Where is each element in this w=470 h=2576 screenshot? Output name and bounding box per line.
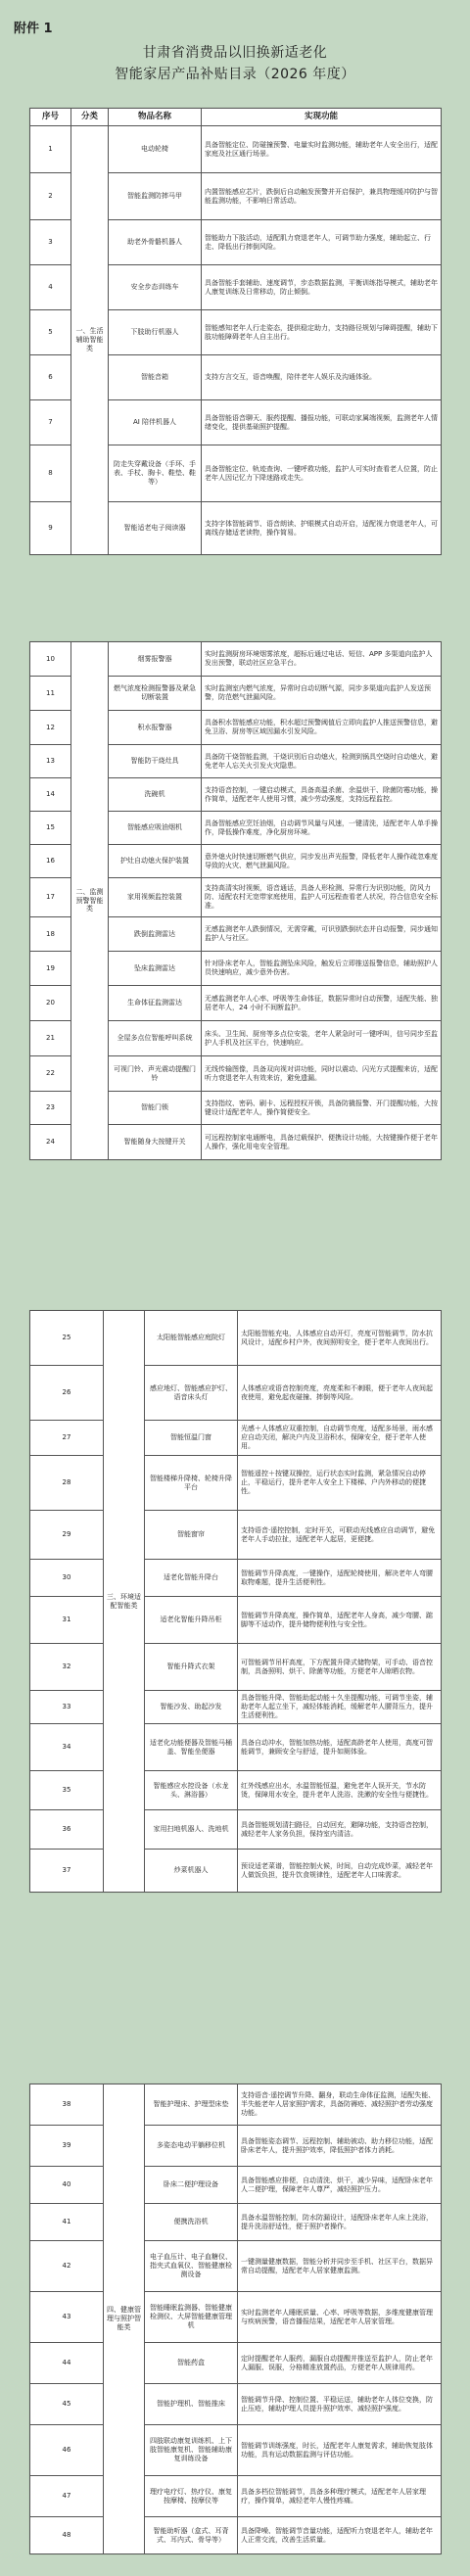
row-number: 23 <box>30 1092 71 1125</box>
item-function: 实时监测厨房环境烟雾浓度，超标后通过电话、短信、APP 多渠道向监护人发出预警，联动社区应急平台。 <box>202 642 442 677</box>
catalog-page-4 <box>29 2084 441 2554</box>
table-row <box>30 2204 442 2241</box>
row-number: 21 <box>30 1021 71 1056</box>
header-item-name: 物品名称 <box>109 109 202 126</box>
table-row <box>30 1421 442 1456</box>
row-number: 14 <box>30 778 71 812</box>
item-function: 智能助力下肢活动，适配肌力衰退老年人，可调节助力强度，辅助起立、行走、降低出行摔倒风险。 <box>202 220 442 265</box>
row-number: 16 <box>30 845 71 878</box>
item-function: 一键测量健康数据，智能分析并同步至手机、社区平台，数据异常自动提醒，适配老年人居家健康监测。 <box>238 2241 442 2292</box>
table-row <box>30 1771 442 1810</box>
item-function: 智能调节升降高度，一键操作，适配轮椅使用，解决老年人弯腰取物难题，提升生活便利性。 <box>238 1560 442 1597</box>
row-number: 32 <box>30 1644 104 1691</box>
table-row <box>30 1724 442 1771</box>
item-function: 太阳能智能充电，人体感应自动开灯，亮度可智能调节，防水抗风设计，适配乡村户外，夜间照明安全，便于老年人夜间出行。 <box>238 1311 442 1366</box>
row-number: 19 <box>30 952 71 986</box>
item-name: 电子血压计、电子血糖仪、指夹式血氧仪、智能健康检测设备 <box>145 2241 238 2292</box>
table-row <box>30 2292 442 2343</box>
item-function: 具备智能感应排便，自动清洗、烘干，减少异味，适配卧床老年人二便护理，保障老年人尊严，减轻照护压力。 <box>238 2167 442 2204</box>
item-function: 床头、卫生间、厨房等多点位安装，老年人紧急时可一键呼叫，信号同步至监护人手机及社区平台，快速响应。 <box>202 1021 442 1056</box>
item-name: 适老化智能升降吊柜 <box>145 1597 238 1644</box>
item-name: 智能防干烧灶具 <box>109 745 202 778</box>
table-row <box>30 1311 442 1366</box>
catalog-table <box>29 641 442 1160</box>
item-function: 实时监测老年人睡眠质量、心率、呼吸等数据，多维度健康管理与疾病预警，语音播报结果，适配老年人居家管理。 <box>238 2292 442 2343</box>
row-number: 35 <box>30 1771 104 1810</box>
row-number: 31 <box>30 1597 104 1644</box>
item-name: 家用视频监控装置 <box>109 878 202 917</box>
item-name: 多姿态电动平躺移位机 <box>145 2126 238 2167</box>
item-name: 智能门锁 <box>109 1092 202 1125</box>
header-number: 序号 <box>30 109 71 126</box>
table-row <box>30 2084 442 2126</box>
row-number: 36 <box>30 1810 104 1850</box>
row-number: 24 <box>30 1125 71 1160</box>
item-name: 智能感应吸油烟机 <box>109 812 202 845</box>
item-name: 太阳能智能感应庭院灯 <box>145 1311 238 1366</box>
row-number: 2 <box>30 173 71 220</box>
item-name: 护灶自动熄火保护装置 <box>109 845 202 878</box>
table-row <box>30 642 442 677</box>
item-function: 预设适老菜谱，智能控制火候，时间，自动完成炒菜，减轻老年人做饭负担，提升饮食规律性，适配老年人口味需求。 <box>238 1850 442 1893</box>
item-name: 智能睡眠监测器、智能健康检测仪、大屏智能健康管理机 <box>145 2292 238 2343</box>
item-name: 智能护理床、护理型床垫 <box>145 2084 238 2126</box>
catalog-page-2 <box>29 641 441 1160</box>
row-number: 40 <box>30 2167 104 2204</box>
item-name: 便携洗浴机 <box>145 2204 238 2241</box>
item-function: 无感监测老年人心率、呼吸等生命体征，数据异常时自动预警，适配失能、独居老年人，24 小时不间断监护。 <box>202 986 442 1021</box>
table-row <box>30 1691 442 1724</box>
item-name: 生命体征监测雷达 <box>109 986 202 1021</box>
row-number: 3 <box>30 220 71 265</box>
category-cell: 四、健康管理与照护智能类 <box>104 2084 145 2554</box>
table-row <box>30 1810 442 1850</box>
item-function: 人体感应或语音控制亮度，亮度柔和不刺眼，便于老年人夜间起夜使用，避免起夜碰撞、摔倒等风险。 <box>238 1366 442 1421</box>
row-number: 30 <box>30 1560 104 1597</box>
item-function: 具备水温智能控制，防水防漏设计，适配卧床老年人床上洗浴，提升洗浴舒适性，便于照护者操作。 <box>238 2204 442 2241</box>
item-name: 下肢助行机器人 <box>109 310 202 355</box>
item-function: 支持语音·遥控调节升降、翻身，联动生命体征监测，适配失能、半失能老年人居家照护需求，具备防褥疮、减轻照护者劳动强度功能。 <box>238 2084 442 2126</box>
table-row <box>30 1511 442 1560</box>
item-name: AI 陪伴机器人 <box>109 400 202 445</box>
item-function: 无线传输图像，具备双向视对讲功能，同时以震动、闪光方式提醒来访，适配听力衰退老年人有效来访，避免遗漏。 <box>202 1056 442 1092</box>
header-category: 分类 <box>71 109 109 126</box>
item-function: 具备智能手套辅助、速度调节，步态数据监测，平衡训练指导模式，辅助老年人康复训练及日常移动，防止倾倒。 <box>202 265 442 310</box>
row-number: 17 <box>30 878 71 917</box>
item-name: 智能监测防摔马甲 <box>109 173 202 220</box>
row-number: 4 <box>30 265 71 310</box>
item-function: 具备降噪、智能调节音量功能，适配听力衰退老年人，辅助老年人正常交流，改善生活质量。 <box>238 2517 442 2554</box>
row-number: 20 <box>30 986 71 1021</box>
item-name: 适老化功能便器及智能马桶盖、智能坐便器 <box>145 1724 238 1771</box>
table-row <box>30 2476 442 2517</box>
item-name: 跌倒监测雷达 <box>109 917 202 952</box>
table-row <box>30 2241 442 2292</box>
item-name: 适老化智能升降台 <box>145 1560 238 1597</box>
item-name: 防走失穿戴设备（手环、手表、手杖、胸卡、鞋垫、鞋等） <box>109 445 202 502</box>
row-number: 39 <box>30 2126 104 2167</box>
row-number: 48 <box>30 2517 104 2554</box>
document-title-line-1: 甘肃省消费品以旧换新适老化 <box>142 45 328 61</box>
item-name: 智能药盒 <box>145 2343 238 2384</box>
item-name: 烟雾报警器 <box>109 642 202 677</box>
item-function: 实时监测室内燃气浓度，异常时自动切断气源，同步多渠道向监护人发送预警，防范燃气泄漏风险。 <box>202 677 442 711</box>
item-function: 具备智能升降、智能助起动能＋久坐提醒功能，可调节坐姿，辅助老年人起立坐下，减轻体能消耗，缓解老年人腰背压力，提升生活便利性。 <box>238 1691 442 1724</box>
table-row <box>30 1644 442 1691</box>
item-name: 智能助听器（盒式、耳背式、耳内式、骨导等） <box>145 2517 238 2554</box>
row-number: 47 <box>30 2476 104 2517</box>
item-function: 具备防干烧智能监测，干烧识别后自动熄火，检测到锅具空烧时自动熄火，避免老年人忘关火引发火灾隐患。 <box>202 745 442 778</box>
item-name: 智能音箱 <box>109 355 202 400</box>
row-number: 45 <box>30 2384 104 2425</box>
row-number: 13 <box>30 745 71 778</box>
item-function: 具备智能姿态调节、远程控制、辅助被动、助力移位功能，适配卧床老年人，提升照护效率，降低照护者体力消耗。 <box>238 2126 442 2167</box>
row-number: 22 <box>30 1056 71 1092</box>
item-function: 支持字体智能调节、语音朗读、护眼模式自动开启，适配视力衰退老年人，可离线存储适老读物，操作简易。 <box>202 502 442 555</box>
row-number: 11 <box>30 677 71 711</box>
attachment-label: 附件 1 <box>14 22 53 36</box>
item-function: 支持指纹、密码、刷卡、远程授权开锁，具备防撬报警、开门提醒功能，大按键设计适配老年人，操作简便安全。 <box>202 1092 442 1125</box>
row-number: 6 <box>30 355 71 400</box>
item-name: 感应地灯、智能感应护灯、语音床头灯 <box>145 1366 238 1421</box>
catalog-table <box>29 2084 442 2554</box>
item-name: 智能适老电子阅读器 <box>109 502 202 555</box>
item-name: 炒菜机器人 <box>145 1850 238 1893</box>
item-function: 具备多档位智能调节，具备多种理疗模式，适配老年人居家理疗，操作简单，减轻老年人慢性疼痛。 <box>238 2476 442 2517</box>
item-name: 智能恒温门窗 <box>145 1421 238 1456</box>
item-name: 洗碗机 <box>109 778 202 812</box>
row-number: 33 <box>30 1691 104 1724</box>
table-row <box>30 1850 442 1893</box>
item-name: 智能楼梯升降椅、轮椅升降平台 <box>145 1456 238 1511</box>
item-name: 助老外骨骼机器人 <box>109 220 202 265</box>
table-row <box>30 1560 442 1597</box>
item-name: 电动轮椅 <box>109 126 202 173</box>
item-name: 可视门铃、声光震动提醒门铃 <box>109 1056 202 1092</box>
row-number: 46 <box>30 2425 104 2476</box>
item-function: 针对卧床老年人，智能监测坠床风险，触发后立即推送报警信息，辅助照护人员快速响应，减少意外伤害。 <box>202 952 442 986</box>
item-function: 支持高清实时视频，语音通话，具备人形检测、异常行为识别功能，防风力防、适配农村无宽带家庭使用，监护人可远程查看老人状况，符合信息安全标准。 <box>202 878 442 917</box>
item-function: 智能调节升降、控制位置、平稳运送，辅助老年人体位变换，防止压疮，辅助护理人员提升照护效率、减轻照护强度。 <box>238 2384 442 2425</box>
row-number: 12 <box>30 711 71 745</box>
row-number: 9 <box>30 502 71 555</box>
row-number: 5 <box>30 310 71 355</box>
table-row <box>30 126 442 173</box>
item-name: 家用扫地机器人、洗地机 <box>145 1810 238 1850</box>
item-name: 燃气浓度检测报警器及紧急切断装置 <box>109 677 202 711</box>
item-name: 安全步态训练车 <box>109 265 202 310</box>
item-name: 智能窗帘 <box>145 1511 238 1560</box>
table-row <box>30 2425 442 2476</box>
table-row <box>30 1456 442 1511</box>
row-number: 28 <box>30 1456 104 1511</box>
header-function: 实现功能 <box>202 109 442 126</box>
category-cell: 一、生活辅助智能类 <box>71 126 109 555</box>
item-function: 内置智能感应芯片，跌倒后自动触发预警并开启保护，兼具物理缓冲防护与智能监测功能，不影响日常活动。 <box>202 173 442 220</box>
item-function: 支持语音控制，一键启动模式，具备高温杀菌、余温烘干、除菌防霉功能，操作简单，适配老年人使用习惯，减少劳动强度，支持远程监控。 <box>202 778 442 812</box>
row-number: 44 <box>30 2343 104 2384</box>
item-name: 智能随身大按键开关 <box>109 1125 202 1160</box>
row-number: 10 <box>30 642 71 677</box>
row-number: 1 <box>30 126 71 173</box>
catalog-page-3 <box>29 1310 441 1893</box>
item-name: 卧床二便护理设备 <box>145 2167 238 2204</box>
table-row <box>30 2126 442 2167</box>
catalog-table <box>29 108 442 555</box>
item-function: 智能调节升降高度，操作简单，适配老年人身高，减少弯腰、踮脚等不适动作，提升储物便利性与安全性。 <box>238 1597 442 1644</box>
row-number: 38 <box>30 2084 104 2126</box>
item-function: 支持方言交互，语音唤醒，陪伴老年人娱乐及沟通体验。 <box>202 355 442 400</box>
item-function: 支持语音·遥控控制，定时开关，可联动光线感应自动调节，避免老年人手动拉扯，适配老年人起居，更便捷。 <box>238 1511 442 1560</box>
document-title-line-2: 智能家居产品补贴目录（2026 年度） <box>115 67 355 82</box>
table-row <box>30 2343 442 2384</box>
table-row <box>30 2167 442 2204</box>
table-row <box>30 1366 442 1421</box>
item-name: 坠床监测雷达 <box>109 952 202 986</box>
table-row <box>30 2517 442 2554</box>
item-name: 全屋多点位智能呼叫系统 <box>109 1021 202 1056</box>
item-name: 理疗电疗灯、热疗仪、康复按摩椅、按摩仪等 <box>145 2476 238 2517</box>
category-cell: 三、环境适配智能类 <box>104 1311 145 1893</box>
row-number: 41 <box>30 2204 104 2241</box>
row-number: 8 <box>30 445 71 502</box>
item-name: 积水报警器 <box>109 711 202 745</box>
row-number: 7 <box>30 400 71 445</box>
row-number: 27 <box>30 1421 104 1456</box>
row-number: 15 <box>30 812 71 845</box>
item-function: 具备自动冲水，智能加热功能，适配高龄老年人使用，高度可智能调节，兼顾安全与舒适，提升如厕体验。 <box>238 1724 442 1771</box>
item-function: 可远程控制家电通断电，具备过载保护、便携设计功能，大按键操作便于老年人操作，强化用电安全管理。 <box>202 1125 442 1160</box>
item-name: 智能护理机、智能推床 <box>145 2384 238 2425</box>
catalog-table <box>29 1310 442 1893</box>
item-function: 无感监测老年人跌倒情况，无需穿戴，可识别跌倒状态并自动报警，同步通知监护人与社区。 <box>202 917 442 952</box>
row-number: 43 <box>30 2292 104 2343</box>
item-function: 可智能调节吊杆高度，下方配置升降式储物架，可手动、语音控制，具备照明、烘干、除菌等功能，方便老年人晾晒衣物。 <box>238 1644 442 1691</box>
item-function: 智能感知老年人行走姿态，提供稳定助力，支持路径规划与障碍提醒，辅助下肢功能障碍老年人自主出行。 <box>202 310 442 355</box>
item-name: 智能沙发、助起沙发 <box>145 1691 238 1724</box>
item-function: 具备智能语音聊天、服药提醒、播报功能，可联动家属端视频，监测老年人情绪变化，提供基础照护提醒。 <box>202 400 442 445</box>
item-name: 四肢联动康复训练机、上下肢智能康复机、智能辅助康复训练设备 <box>145 2425 238 2476</box>
row-number: 34 <box>30 1724 104 1771</box>
item-function: 具备智能规划清扫路径，自动回充，避障功能，支持语音控制，减轻老年人家务负担，保持室内清洁。 <box>238 1810 442 1850</box>
item-function: 具备智能定位、轨迹查询、一键呼救功能，监护人可实时查看老人位置，防止老年人因记忆力下降迷路或走失。 <box>202 445 442 502</box>
item-name: 智能感应水控设备（水龙头、淋浴器） <box>145 1771 238 1810</box>
category-cell: 二、监测预警智能类 <box>71 642 109 1160</box>
row-number: 18 <box>30 917 71 952</box>
item-function: 意外熄火时快速切断燃气供应，同步发出声光报警，降低老年人操作疏忽难度导致的火灾、燃气泄漏风险。 <box>202 845 442 878</box>
row-number: 37 <box>30 1850 104 1893</box>
item-function: 红外线感应出水，水温智能恒温，避免老年人误开关，节水防烫，保障用水安全，提升老年人洗浴、洗漱的安全性与便捷性。 <box>238 1771 442 1810</box>
table-row <box>30 1597 442 1644</box>
catalog-page-1 <box>29 108 441 555</box>
table-row <box>30 2384 442 2425</box>
item-function: 光感＋人体感应双重控制，自动调节亮度，适配多场景，雨水感应自动关闭，解决户内及卫浴积水，保障安全，便于老年人使用。 <box>238 1421 442 1456</box>
row-number: 25 <box>30 1311 104 1366</box>
row-number: 29 <box>30 1511 104 1560</box>
item-function: 具备智能感应烹饪油烟，自动调节风量与风速，一键清洗，适配老年人单手操作，降低操作难度，净化厨房环境。 <box>202 812 442 845</box>
row-number: 26 <box>30 1366 104 1421</box>
item-function: 具备积水智能感应功能，积水超过预警阈值后立即向监护人推送预警信息，避免卫浴、厨房等区域因漏水引发风险。 <box>202 711 442 745</box>
item-function: 智能调节训练强度，时长，适配老年人康复需求，辅助恢复肢体功能，具有运动数据监测与评估功能。 <box>238 2425 442 2476</box>
item-function: 具备智能定位、防碰撞预警、电量实时监测功能，辅助老年人安全出行，适配家庭及社区通行场景。 <box>202 126 442 173</box>
row-number: 42 <box>30 2241 104 2292</box>
item-function: 智能遥控＋按键双操控，运行状态实时监测，紧急情况自动停止，平稳运行，提升老年人安全上下楼梯、户内外移动的便捷性。 <box>238 1456 442 1511</box>
item-name: 智能升降式衣架 <box>145 1644 238 1691</box>
item-function: 定时提醒老年人服药，漏服自动提醒并推送至监护人，防止老年人漏服、误服，分格精准放置药品，方便老年人规律用药。 <box>238 2343 442 2384</box>
